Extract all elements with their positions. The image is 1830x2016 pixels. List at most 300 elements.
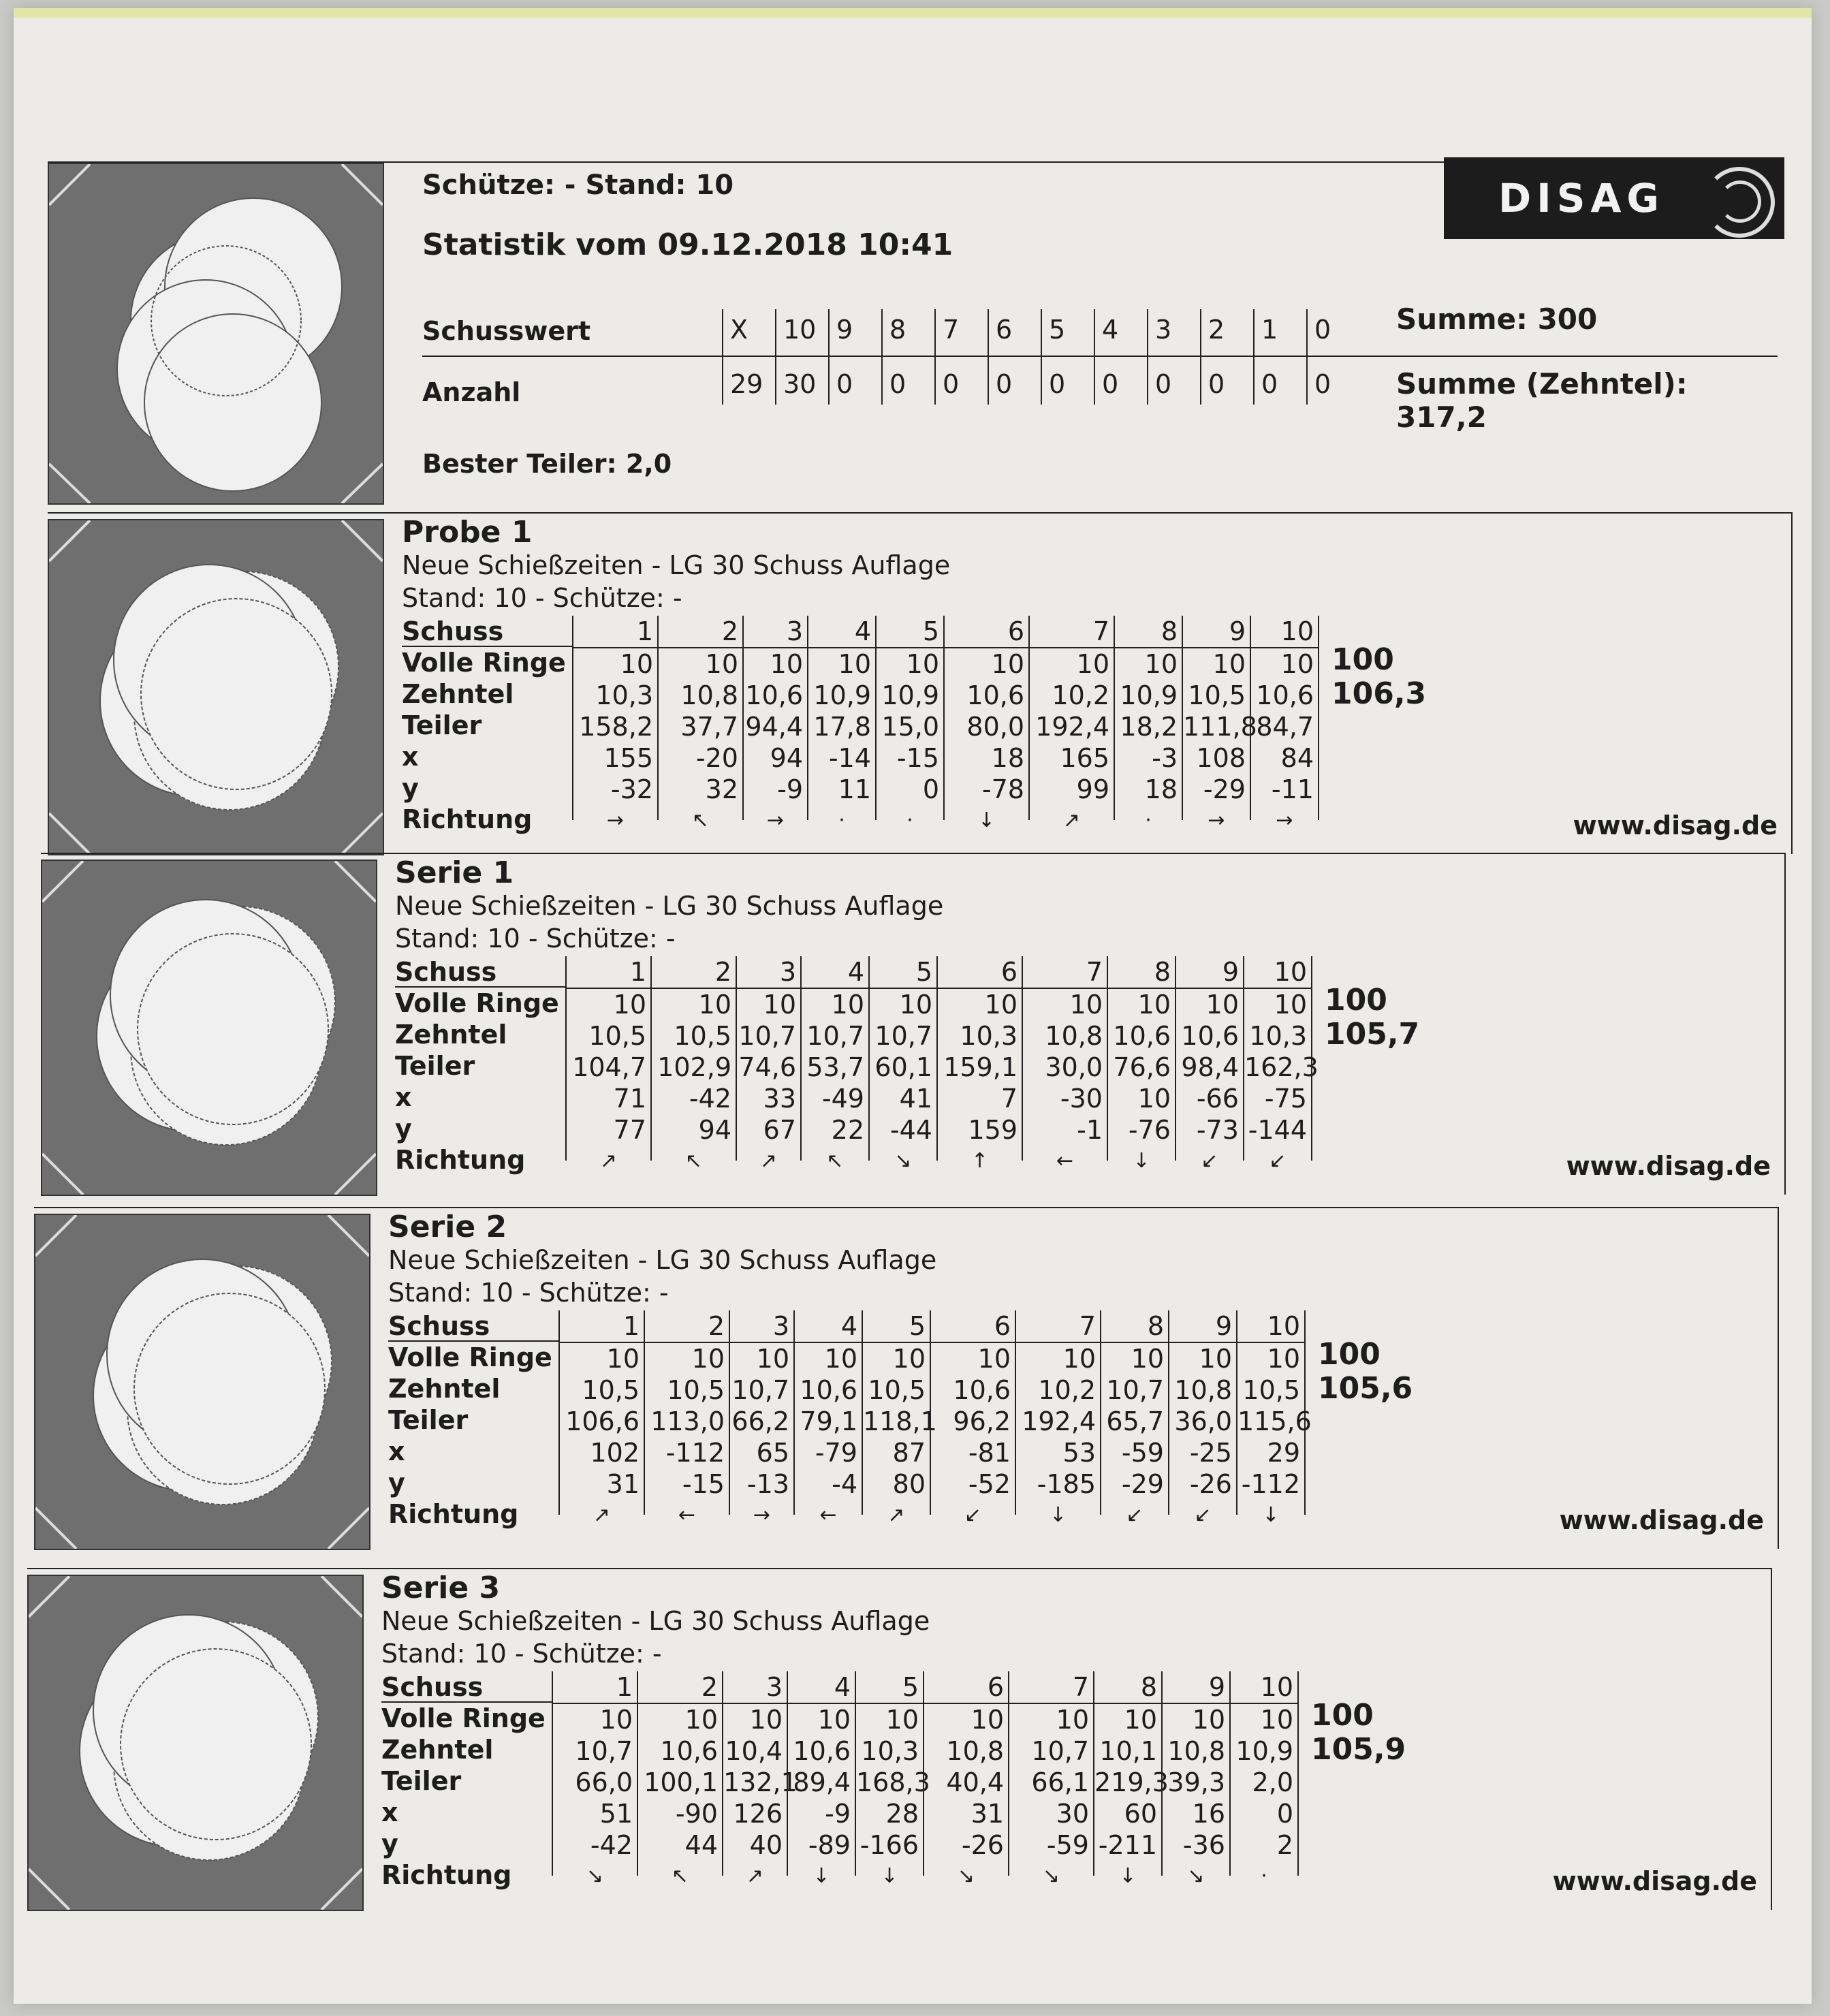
y-value: -185 (1037, 1469, 1096, 1499)
shot-column (637, 1671, 722, 1888)
volle-ringe-value: 10 (749, 1705, 783, 1735)
x-value: 0 (1276, 1799, 1293, 1829)
direction-arrow-icon: ↓ (1119, 1864, 1137, 1888)
y-value: 159 (968, 1115, 1017, 1145)
x-value: 28 (885, 1799, 919, 1829)
direction-arrow-icon: → (753, 1503, 771, 1527)
series-target-image (27, 1575, 364, 1911)
x-value: -3 (1152, 743, 1178, 773)
shot-number: 7 (1016, 1310, 1100, 1343)
shot-number: 1 (560, 1310, 644, 1343)
shot-number: 2 (652, 956, 736, 989)
teiler-value: 76,6 (1113, 1052, 1171, 1082)
anzahl-value: 0 (1261, 369, 1278, 399)
schusswert-value: 0 (1314, 315, 1331, 345)
schusswert-value: X (730, 315, 748, 345)
target-shot-cluster (49, 164, 383, 503)
volle-ringe-value: 10 (971, 1705, 1004, 1735)
direction-arrow-icon: ← (1056, 1149, 1074, 1173)
zehntel-value: 10,3 (1249, 1021, 1307, 1051)
direction-arrow-icon: ↙ (964, 1503, 982, 1527)
y-value: 80 (892, 1469, 926, 1499)
row-label: Volle Ringe (388, 1342, 552, 1372)
row-label: Teiler (402, 710, 482, 740)
direction-arrow-icon: ↙ (1269, 1149, 1287, 1173)
shot-number: 1 (567, 956, 650, 989)
shot-columns (552, 1671, 1299, 1888)
shot-column (572, 616, 657, 832)
anzahl-value: 30 (783, 369, 817, 399)
row-label: x (402, 742, 419, 772)
y-value: 2 (1276, 1830, 1293, 1860)
volle-ringe-value: 10 (977, 1344, 1011, 1374)
x-value: 165 (1060, 743, 1109, 773)
shot-number: 5 (877, 616, 943, 648)
series-title: Serie 1 (395, 855, 514, 890)
shot-column (1100, 1310, 1168, 1527)
total-ringe: 100 (1331, 642, 1394, 677)
zehntel-value: 10,7 (874, 1021, 932, 1051)
y-value: -4 (832, 1469, 857, 1499)
direction-arrow-icon: ↓ (881, 1864, 898, 1888)
series-url: www.disag.de (1566, 1151, 1771, 1181)
volle-ringe-value: 10 (1131, 1344, 1164, 1374)
x-value: 87 (892, 1438, 926, 1468)
shot-value-table (422, 309, 1376, 405)
teiler-value: 66,0 (575, 1767, 633, 1797)
logo-swirl-inner-icon (1719, 180, 1761, 223)
x-value: 29 (1267, 1438, 1300, 1468)
zehntel-value: 10,2 (1038, 1375, 1096, 1405)
x-value: -25 (1189, 1438, 1232, 1468)
direction-arrow-icon: ← (678, 1503, 696, 1527)
header-underline (402, 646, 572, 647)
table-end-line (1311, 956, 1312, 1161)
stat-column (988, 309, 1042, 405)
shot-number: 10 (1251, 616, 1318, 648)
summe-zehntel: Summe (Zehntel): 317,2 (1396, 367, 1688, 434)
schusswert-value: 4 (1102, 315, 1119, 345)
y-value: 18 (1144, 774, 1178, 804)
shot-number: 3 (723, 1671, 787, 1704)
teiler-value: 100,1 (644, 1767, 718, 1797)
zehntel-value: 10,3 (595, 680, 653, 710)
y-value: -11 (1271, 774, 1314, 804)
teiler-value: 113,0 (650, 1406, 725, 1436)
y-value: -29 (1121, 1469, 1164, 1499)
shot-column (650, 956, 736, 1173)
direction-arrow-icon: → (1208, 808, 1225, 832)
zehntel-value: 10,9 (1235, 1736, 1293, 1766)
y-value: 31 (606, 1469, 640, 1499)
zehntel-value: 10,8 (680, 680, 738, 710)
y-value: 11 (838, 774, 871, 804)
volle-ringe-value: 10 (705, 649, 738, 679)
series-stand: Stand: 10 - Schütze: - (381, 1639, 662, 1669)
target-shot-cluster (49, 520, 383, 854)
shot-number: 8 (1094, 1671, 1161, 1704)
schusswert-value: 9 (836, 315, 853, 345)
schusswert-label: Schusswert (422, 316, 591, 346)
row-label: Teiler (388, 1405, 469, 1435)
zehntel-value: 10,5 (1188, 680, 1246, 710)
y-value: 40 (749, 1830, 783, 1860)
zehntel-value: 10,9 (813, 680, 871, 710)
shot-number: 4 (808, 616, 875, 648)
shot-number: 10 (1237, 1310, 1304, 1343)
series-stand: Stand: 10 - Schütze: - (388, 1278, 669, 1308)
stat-column (722, 309, 776, 405)
teiler-value: 94,4 (745, 712, 803, 742)
series-block (34, 1207, 1779, 1549)
zehntel-value: 10,7 (1106, 1375, 1164, 1405)
row-label: Schuss (402, 616, 504, 646)
x-value: 126 (733, 1799, 783, 1829)
zehntel-value: 10,8 (1174, 1375, 1232, 1405)
y-value: -89 (808, 1830, 851, 1860)
direction-arrow-icon: ↙ (1201, 1149, 1218, 1173)
series-subtitle: Neue Schießzeiten - LG 30 Schuss Auflage (381, 1606, 930, 1636)
row-label: Zehntel (402, 679, 514, 709)
shot-column (1236, 1310, 1312, 1527)
x-value: 16 (1192, 1799, 1225, 1829)
volle-ringe-value: 10 (1076, 649, 1109, 679)
x-value: -66 (1196, 1084, 1239, 1114)
schusswert-value: 2 (1208, 315, 1225, 345)
shot-number: 10 (1231, 1671, 1297, 1704)
zehntel-value: 10,9 (881, 680, 939, 710)
shot-column (1008, 1671, 1093, 1888)
y-value: 0 (922, 774, 939, 804)
header-underline (395, 986, 565, 988)
target-shot-cluster (42, 861, 376, 1195)
teiler-value: 80,0 (966, 712, 1024, 742)
row-label: Volle Ringe (395, 988, 559, 1018)
row-label: Zehntel (388, 1374, 501, 1404)
background-strip (14, 8, 1812, 18)
shot-column (787, 1671, 855, 1888)
row-label: Schuss (388, 1311, 490, 1341)
x-value: -20 (695, 743, 738, 773)
zehntel-value: 10,6 (660, 1736, 718, 1766)
shot-column (930, 1310, 1015, 1527)
volle-ringe-value: 10 (1056, 1705, 1089, 1735)
shot-number: 7 (1009, 1671, 1093, 1704)
series-subtitle: Neue Schießzeiten - LG 30 Schuss Auflage (388, 1245, 937, 1275)
schusswert-value: 3 (1155, 315, 1172, 345)
x-value: -59 (1121, 1438, 1164, 1468)
teiler-value: 192,4 (1035, 712, 1109, 742)
shot-number: 10 (1244, 956, 1311, 989)
shot-column (1250, 616, 1318, 832)
teiler-value: 60,1 (874, 1052, 932, 1082)
total-zehntel: 105,7 (1325, 1017, 1420, 1052)
y-value: 32 (705, 774, 738, 804)
direction-arrow-icon: ↗ (887, 1503, 905, 1527)
x-value: 65 (756, 1438, 789, 1468)
series-url: www.disag.de (1552, 1866, 1757, 1896)
series-totals (1311, 1699, 1406, 1767)
zehntel-value: 10,7 (575, 1736, 633, 1766)
shot-number: 3 (730, 1310, 793, 1343)
volle-ringe-value: 10 (1267, 1344, 1300, 1374)
teiler-value: 79,1 (800, 1406, 857, 1436)
shot-number: 1 (573, 616, 657, 648)
direction-arrow-icon: ↖ (671, 1864, 689, 1888)
x-value: 84 (1280, 743, 1314, 773)
teiler-value: 162,3 (1244, 1052, 1319, 1082)
schusswert-value: 6 (996, 315, 1013, 345)
volle-ringe-value: 10 (691, 1344, 725, 1374)
y-value: -9 (777, 774, 803, 804)
stat-column (1200, 309, 1255, 405)
schusswert-value: 8 (889, 315, 906, 345)
bester-teiler: Bester Teiler: 2,0 (422, 449, 672, 479)
direction-arrow-icon: ↘ (957, 1864, 975, 1888)
x-value: -14 (828, 743, 871, 773)
shot-column (793, 1310, 862, 1527)
teiler-value: 15,0 (881, 712, 939, 742)
schusswert-value: 5 (1049, 315, 1066, 345)
direction-arrow-icon: → (1276, 808, 1293, 832)
anzahl-value: 0 (996, 369, 1013, 399)
shot-number: 1 (553, 1671, 637, 1704)
table-end-line (1304, 1310, 1306, 1515)
volle-ringe-value: 10 (831, 990, 864, 1020)
shot-column (868, 956, 936, 1173)
volle-ringe-value: 10 (1260, 1705, 1293, 1735)
teiler-value: 102,9 (657, 1052, 731, 1082)
row-label: Teiler (381, 1766, 462, 1796)
x-value: -49 (821, 1084, 864, 1114)
shot-column (657, 616, 742, 832)
shot-column (736, 956, 800, 1173)
direction-arrow-icon: ↗ (746, 1864, 764, 1888)
shot-column (1028, 616, 1114, 832)
direction-arrow-icon: ↖ (691, 808, 710, 832)
x-value: 108 (1196, 743, 1246, 773)
volle-ringe-value: 10 (991, 649, 1024, 679)
teiler-value: 219,3 (1094, 1767, 1169, 1797)
row-label: Richtung (395, 1145, 526, 1175)
volle-ringe-value: 10 (838, 649, 871, 679)
stat-column (828, 309, 883, 405)
teiler-value: 132,1 (723, 1767, 798, 1797)
y-value: -78 (981, 774, 1024, 804)
volle-ringe-value: 10 (899, 990, 932, 1020)
teiler-value: 74,6 (738, 1052, 796, 1082)
stat-column (881, 309, 936, 405)
shot-column (644, 1310, 729, 1527)
direction-arrow-icon: → (766, 808, 785, 832)
shot-column (1093, 1671, 1169, 1888)
row-label: Volle Ringe (402, 648, 566, 678)
stat-column (1147, 309, 1201, 405)
direction-arrow-icon: ↘ (1042, 1864, 1060, 1888)
y-value: -32 (610, 774, 653, 804)
volle-ringe-value: 10 (599, 1705, 633, 1735)
schusswert-value: 7 (943, 315, 960, 345)
volle-ringe-value: 10 (1274, 990, 1307, 1020)
direction-arrow-icon: ↓ (1262, 1503, 1280, 1527)
direction-arrow-icon: · (838, 808, 845, 832)
x-value: -90 (675, 1799, 718, 1829)
direction-arrow-icon: · (1261, 1864, 1267, 1888)
row-label: x (381, 1797, 398, 1827)
series-title: Serie 3 (381, 1571, 501, 1605)
row-labels (381, 1671, 545, 1891)
x-value: 10 (1137, 1084, 1171, 1114)
teiler-value: 17,8 (813, 712, 871, 742)
x-value: -9 (825, 1799, 851, 1829)
y-value: 94 (698, 1115, 731, 1145)
shot-column (729, 1310, 793, 1527)
shot-number: 2 (645, 1310, 729, 1343)
shot-column (862, 1310, 937, 1527)
zehntel-value: 10,9 (1120, 680, 1178, 710)
zehntel-value: 10,7 (738, 1021, 796, 1051)
zehntel-value: 10,5 (667, 1375, 725, 1405)
zehntel-value: 10,3 (861, 1736, 919, 1766)
table-end-line (1318, 616, 1319, 820)
zehntel-value: 10,6 (953, 1375, 1011, 1405)
series-block (48, 512, 1793, 854)
shot-number: 4 (802, 956, 868, 989)
teiler-value: 66,1 (1031, 1767, 1089, 1797)
total-ringe: 100 (1311, 1698, 1374, 1733)
direction-arrow-icon: ↙ (1126, 1503, 1143, 1527)
teiler-value: 158,2 (579, 712, 653, 742)
shot-number: 2 (659, 616, 742, 648)
stat-column (1253, 309, 1308, 405)
direction-arrow-icon: ↓ (813, 1864, 830, 1888)
shot-number: 6 (945, 616, 1028, 648)
direction-arrow-icon: ↖ (826, 1149, 844, 1173)
shot-number: 6 (938, 956, 1022, 989)
direction-arrow-icon: ↘ (894, 1149, 912, 1173)
shot-column (1175, 956, 1243, 1173)
teiler-value: 111,8 (1183, 712, 1257, 742)
y-value: -144 (1248, 1115, 1307, 1145)
volle-ringe-value: 10 (1069, 990, 1103, 1020)
shot-number: 7 (1030, 616, 1114, 648)
volle-ringe-value: 10 (817, 1705, 851, 1735)
direction-arrow-icon: ↓ (1133, 1149, 1150, 1173)
volle-ringe-value: 10 (892, 1344, 926, 1374)
schusswert-value: 1 (1261, 315, 1278, 345)
series-url: www.disag.de (1573, 810, 1778, 840)
x-value: -81 (968, 1438, 1011, 1468)
y-value: -44 (889, 1115, 932, 1145)
zehntel-value: 10,6 (1181, 1021, 1239, 1051)
row-label: Richtung (388, 1499, 519, 1529)
direction-arrow-icon: ↖ (684, 1149, 703, 1173)
y-value: -26 (1189, 1469, 1232, 1499)
shot-number: 5 (856, 1671, 923, 1704)
shot-column (943, 616, 1028, 832)
y-value: -42 (590, 1830, 633, 1860)
zehntel-value: 10,3 (960, 1021, 1017, 1051)
shot-number: 4 (795, 1310, 862, 1343)
shot-column (923, 1671, 1008, 1888)
y-value: -26 (961, 1830, 1004, 1860)
direction-arrow-icon: ↗ (1062, 808, 1081, 832)
total-ringe: 100 (1318, 1337, 1381, 1372)
row-label: Volle Ringe (381, 1703, 546, 1733)
anzahl-value: 0 (1102, 369, 1119, 399)
x-value: 71 (613, 1084, 646, 1114)
shot-column (1022, 956, 1107, 1173)
x-value: 30 (1056, 1799, 1089, 1829)
zehntel-value: 10,6 (793, 1736, 851, 1766)
row-labels (388, 1310, 552, 1530)
overall-target-image (48, 163, 384, 505)
series-title: Probe 1 (402, 515, 533, 550)
y-value: -36 (1182, 1830, 1225, 1860)
shot-columns (572, 616, 1319, 832)
volle-ringe-value: 10 (620, 649, 653, 679)
volle-ringe-value: 10 (756, 1344, 789, 1374)
x-value: 53 (1062, 1438, 1096, 1468)
shot-column (800, 956, 868, 1173)
zehntel-value: 10,7 (1031, 1736, 1089, 1766)
volle-ringe-value: 10 (984, 990, 1017, 1020)
row-label: y (402, 773, 419, 803)
row-label: Zehntel (381, 1735, 494, 1765)
shot-column (558, 1310, 644, 1527)
x-value: -112 (665, 1438, 725, 1468)
stat-column (1094, 309, 1148, 405)
logo-text: DISAG (1498, 175, 1665, 221)
shot-column (1015, 1310, 1100, 1527)
row-label: Teiler (395, 1051, 475, 1081)
teiler-value: 118,1 (863, 1406, 937, 1436)
zehntel-value: 10,2 (1052, 680, 1109, 710)
teiler-value: 159,1 (943, 1052, 1017, 1082)
volle-ringe-value: 10 (763, 990, 796, 1020)
row-label: Schuss (395, 957, 497, 987)
statistics-date: Statistik vom 09.12.2018 10:41 (422, 227, 953, 262)
shot-number: 3 (737, 956, 800, 989)
anzahl-value: 0 (1208, 369, 1225, 399)
summe: Summe: 300 (1396, 302, 1598, 336)
y-value: 67 (763, 1115, 796, 1145)
series-block (27, 1568, 1772, 1910)
x-value: -79 (815, 1438, 857, 1468)
shooter-stand-line: Schütze: - Stand: 10 (422, 170, 734, 201)
shot-number: 8 (1115, 616, 1182, 648)
y-value: -211 (1098, 1830, 1157, 1860)
stat-column (934, 309, 989, 405)
teiler-value: 89,4 (793, 1767, 851, 1797)
x-value: 102 (590, 1438, 640, 1468)
zehntel-value: 10,6 (745, 680, 803, 710)
shot-number: 8 (1108, 956, 1175, 989)
shot-number: 2 (638, 1671, 722, 1704)
teiler-value: 115,6 (1237, 1406, 1312, 1436)
teiler-value: 18,2 (1120, 712, 1178, 742)
series-title: Serie 2 (388, 1210, 507, 1244)
shot-number: 3 (744, 616, 807, 648)
row-label: x (395, 1082, 412, 1112)
direction-arrow-icon: ← (819, 1503, 837, 1527)
row-labels (395, 956, 558, 1176)
disag-logo (1444, 157, 1784, 239)
direction-arrow-icon: ↘ (1187, 1864, 1205, 1888)
x-value: -30 (1060, 1084, 1103, 1114)
zehntel-value: 10,6 (800, 1375, 857, 1405)
volle-ringe-value: 10 (1205, 990, 1239, 1020)
